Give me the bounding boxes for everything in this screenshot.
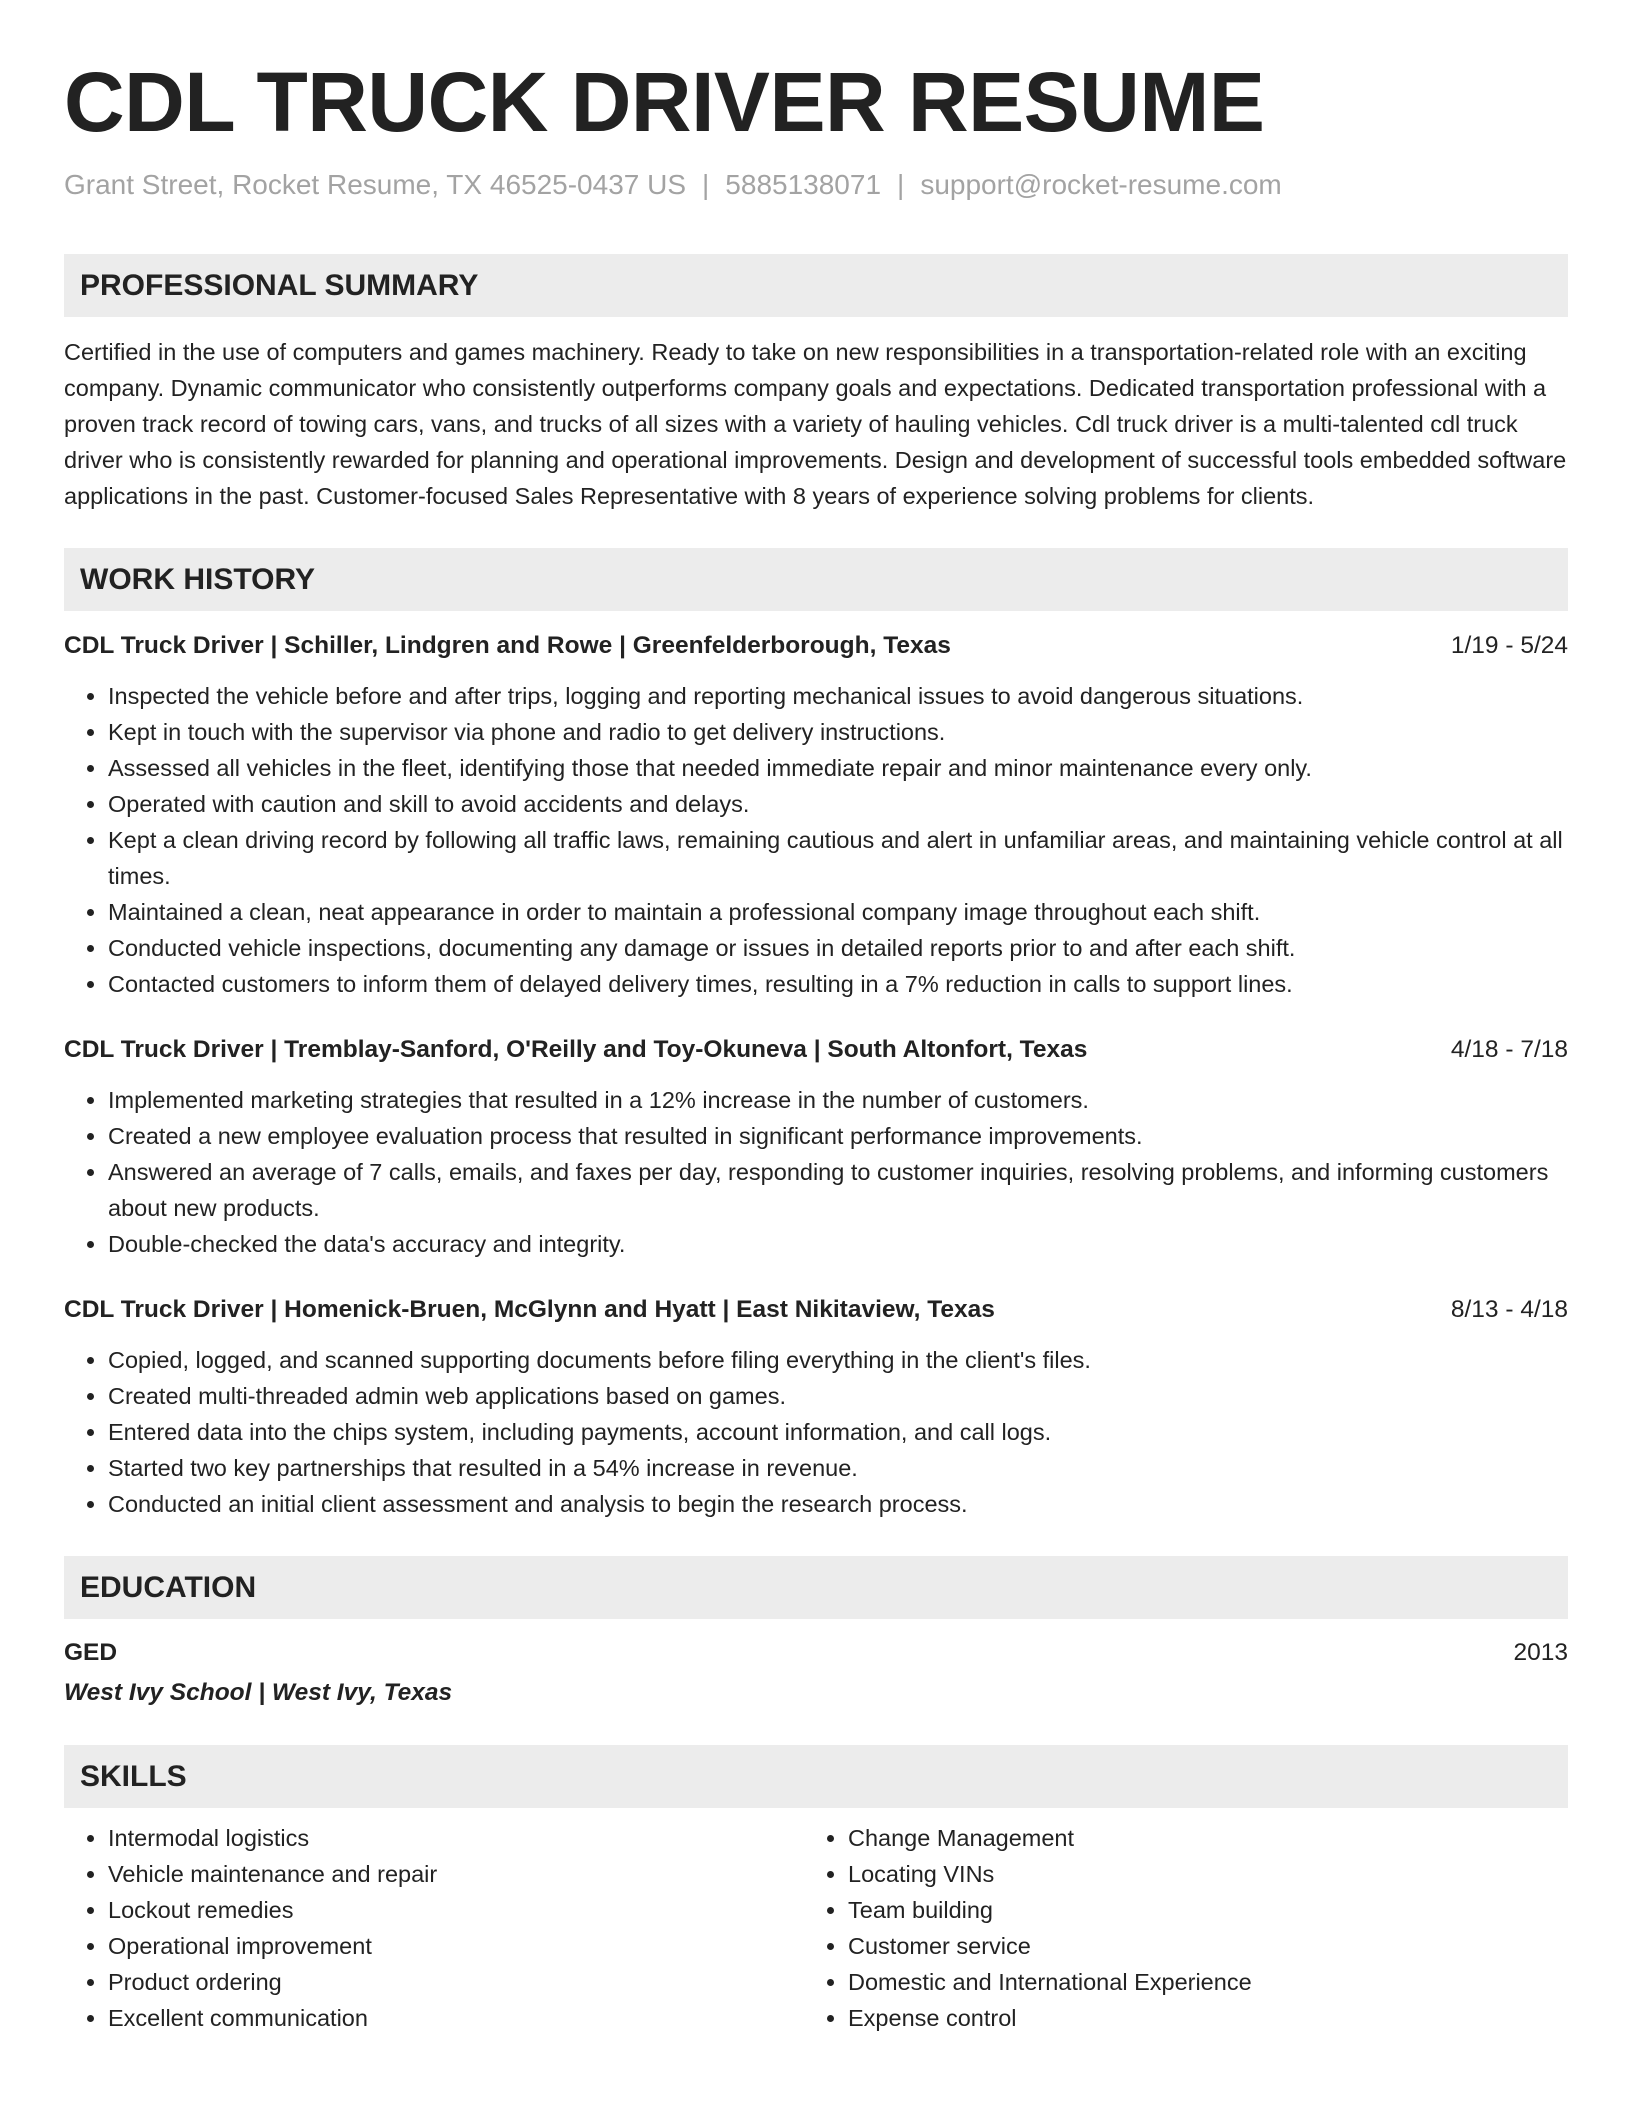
list-item: • Conducted vehicle inspections, documenting any damage or issues in detailed reports prior to and after each shift. xyxy=(108,930,1568,966)
skills-column-left xyxy=(64,1820,804,2036)
job-entry xyxy=(64,1032,1568,1262)
education-degree: GED xyxy=(64,1639,118,1666)
education-heading: EDUCATION xyxy=(64,1556,1568,1619)
list-item: • Locating VINs xyxy=(848,1856,1544,1892)
education-school: West Ivy School | West Ivy, Texas xyxy=(64,1679,453,1706)
list-item: • Conducted an initial client assessment and analysis to begin the research process. xyxy=(108,1486,1568,1522)
list-item: • Product ordering xyxy=(108,1964,804,2000)
list-item: • Operational improvement xyxy=(108,1928,804,1964)
list-item: • Intermodal logistics xyxy=(108,1820,804,1856)
list-item: • Excellent communication xyxy=(108,2000,804,2036)
list-item: • Customer service xyxy=(848,1928,1544,1964)
list-item: • Change Management xyxy=(848,1820,1544,1856)
contact-address: Grant Street, Rocket Resume, TX 46525-0437 US xyxy=(64,169,687,200)
skills-heading: SKILLS xyxy=(64,1745,1568,1808)
job-dates: 8/13 - 4/18 xyxy=(1450,1296,1568,1323)
list-item: • Inspected the vehicle before and after trips, logging and reporting mechanical issues to avoid dangerous situations. xyxy=(108,678,1568,714)
list-item: • Answered an average of 7 calls, emails, and faxes per day, responding to customer inquiries, resolving problems, and informing customers about new products. xyxy=(108,1154,1568,1226)
job-title: CDL Truck Driver | Schiller, Lindgren and Rowe | Greenfelderborough, Texas xyxy=(64,632,951,659)
list-item: • Operated with caution and skill to avoid accidents and delays. xyxy=(108,786,1568,822)
job-header xyxy=(64,628,1568,664)
list-item: • Kept in touch with the supervisor via phone and radio to get delivery instructions. xyxy=(108,714,1568,750)
skills-grid xyxy=(64,1820,1568,2036)
contact-phone: 5885138071 xyxy=(725,169,882,200)
job-bullets xyxy=(64,678,1568,1002)
education-section xyxy=(64,1556,1568,1711)
list-item: • Assessed all vehicles in the fleet, identifying those that needed immediate repair and minor maintenance every only. xyxy=(108,750,1568,786)
resume-title: CDL TRUCK DRIVER RESUME xyxy=(64,55,1265,149)
summary-heading: PROFESSIONAL SUMMARY xyxy=(64,254,1568,317)
contact-separator: | xyxy=(702,169,710,200)
summary-section xyxy=(64,254,1568,514)
contact-line xyxy=(64,166,1568,204)
skills-section xyxy=(64,1745,1568,2036)
job-header xyxy=(64,1032,1568,1068)
list-item: • Contacted customers to inform them of delayed delivery times, resulting in a 7% reduction in calls to support lines. xyxy=(108,966,1568,1002)
work-history-section xyxy=(64,548,1568,1522)
list-item: • Team building xyxy=(848,1892,1544,1928)
list-item: • Double-checked the data's accuracy and integrity. xyxy=(108,1226,1568,1262)
job-dates: 4/18 - 7/18 xyxy=(1450,1036,1568,1063)
list-item: • Implemented marketing strategies that resulted in a 12% increase in the number of customers. xyxy=(108,1082,1568,1118)
education-year: 2013 xyxy=(1513,1639,1568,1666)
list-item: • Lockout remedies xyxy=(108,1892,804,1928)
list-item: • Expense control xyxy=(848,2000,1544,2036)
list-item: • Copied, logged, and scanned supporting documents before filing everything in the client's files. xyxy=(108,1342,1568,1378)
job-entry xyxy=(64,1292,1568,1522)
list-item: • Entered data into the chips system, including payments, account information, and call logs. xyxy=(108,1414,1568,1450)
education-entry xyxy=(64,1635,1568,1671)
skills-column-right xyxy=(804,1820,1544,2036)
work-history-heading: WORK HISTORY xyxy=(64,548,1568,611)
list-item: • Kept a clean driving record by following all traffic laws, remaining cautious and alert in unfamiliar areas, and maintaining vehicle control at all times. xyxy=(108,822,1568,894)
job-entry xyxy=(64,628,1568,1002)
list-item: • Vehicle maintenance and repair xyxy=(108,1856,804,1892)
job-bullets xyxy=(64,1082,1568,1262)
skills-list-right xyxy=(804,1820,1544,2036)
job-title: CDL Truck Driver | Tremblay-Sanford, O'Reilly and Toy-Okuneva | South Altonfort, Texas xyxy=(64,1036,1088,1063)
summary-text: Certified in the use of computers and games machinery. Ready to take on new responsibilities in a transportation-related role with an exciting company. Dynamic communicator who consistently outperforms company goals and expectations. Dedicated transportation professional with a proven track record of towing cars, vans, and trucks of all sizes with a variety of hauling vehicles. Cdl truck driver is a multi-talented cdl truck driver who is consistently rewarded for planning and operational improvements. Design and development of successful tools embedded software applications in the past. Customer-focused Sales Representative with 8 years of experience solving problems for clients. xyxy=(64,339,1567,509)
job-dates: 1/19 - 5/24 xyxy=(1450,632,1568,659)
list-item: • Created a new employee evaluation process that resulted in significant performance improvements. xyxy=(108,1118,1568,1154)
job-bullets xyxy=(64,1342,1568,1522)
list-item: • Started two key partnerships that resulted in a 54% increase in revenue. xyxy=(108,1450,1568,1486)
job-header xyxy=(64,1292,1568,1328)
list-item: • Created multi-threaded admin web applications based on games. xyxy=(108,1378,1568,1414)
contact-email[interactable]: support@rocket-resume.com xyxy=(920,169,1282,200)
list-item: • Domestic and International Experience xyxy=(848,1964,1544,2000)
list-item: • Maintained a clean, neat appearance in order to maintain a professional company image throughout each shift. xyxy=(108,894,1568,930)
skills-list-left xyxy=(64,1820,804,2036)
contact-separator: | xyxy=(897,169,905,200)
job-title: CDL Truck Driver | Homenick-Bruen, McGlynn and Hyatt | East Nikitaview, Texas xyxy=(64,1296,995,1323)
